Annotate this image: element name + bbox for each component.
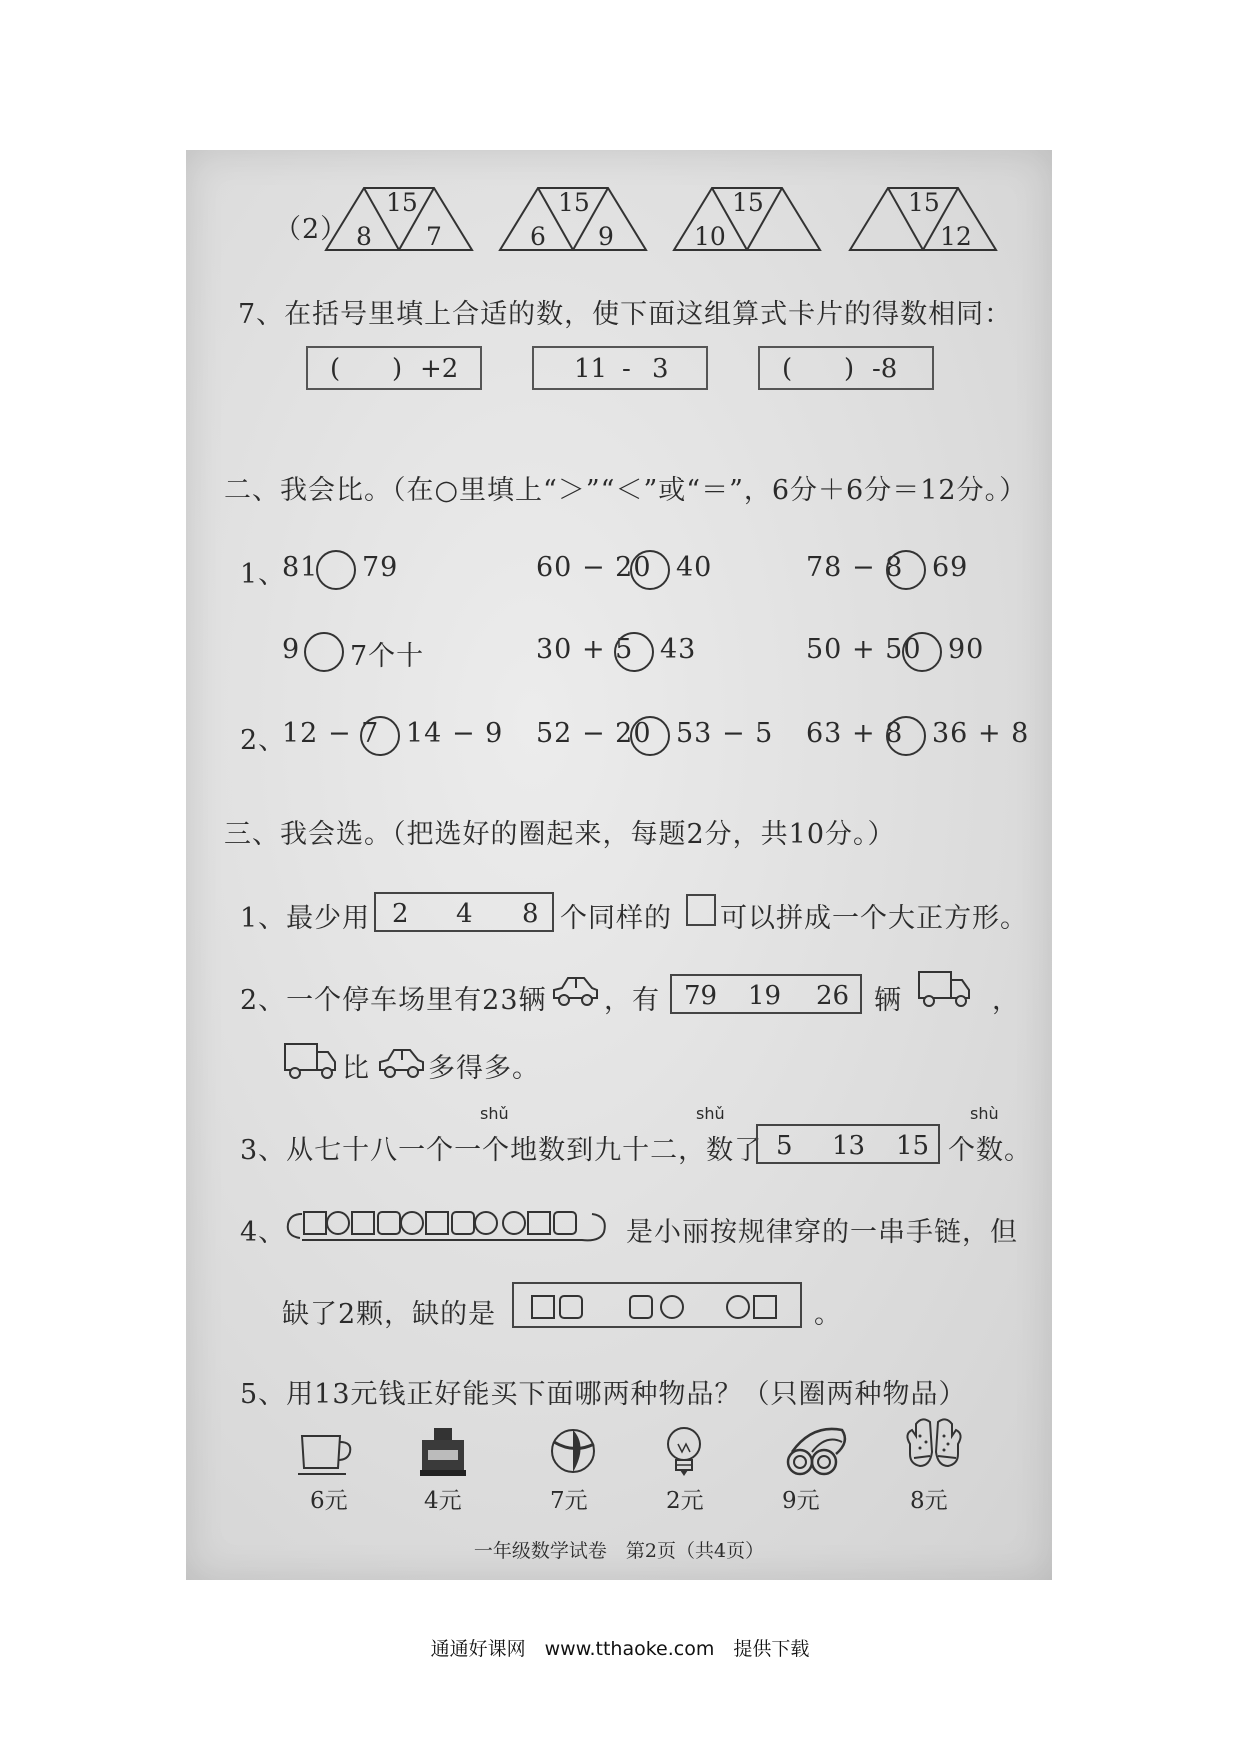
option-79[interactable]: 79 — [684, 981, 718, 1011]
s3q5-text: 5、用13元钱正好能买下面哪两种物品？（只圈两种物品） — [240, 1379, 967, 1410]
option-4[interactable]: 4 — [456, 899, 473, 929]
compare-circle[interactable] — [886, 550, 926, 590]
price-label: 8元 — [910, 1488, 948, 1514]
compare-right: 90 — [948, 634, 985, 665]
triangle-top: 15 — [558, 188, 590, 217]
compare-circle[interactable] — [316, 550, 356, 590]
car-icon — [550, 970, 600, 1010]
s3q4-number: 4、 — [240, 1217, 287, 1248]
compare-circle[interactable] — [630, 716, 670, 756]
compare-right: 79 — [362, 552, 399, 583]
q6-part2-label: （2） — [274, 214, 349, 245]
s3q2-prefix: 2、一个停车场里有23辆 — [240, 985, 547, 1016]
card-part: 11 — [574, 354, 608, 384]
card-part: +2 — [420, 354, 459, 384]
s3q3-text-a: 3、从七十八一个一个地数到九十二，数了 — [240, 1135, 763, 1166]
s3q2-options — [670, 974, 862, 1014]
compare-left: 30 + 5 — [536, 634, 634, 665]
compare-circle[interactable] — [886, 716, 926, 756]
cup-icon[interactable] — [296, 1430, 356, 1478]
s3q1-options — [374, 892, 554, 932]
compare-left: 12 − 7 — [282, 718, 380, 749]
s3q4-line2: 缺了2颗，缺的是 — [282, 1299, 497, 1330]
triangle-top: 15 — [386, 188, 418, 217]
triangle-top: 15 — [732, 188, 764, 217]
compare-left: 63 + 8 — [806, 718, 904, 749]
s3q2-line2-mid: 比 — [342, 1053, 370, 1084]
s3q2-mid: ，有 — [604, 985, 660, 1016]
price-label: 2元 — [666, 1488, 704, 1514]
s3q3-options — [756, 1124, 940, 1164]
price-label: 4元 — [424, 1488, 462, 1514]
price-label: 7元 — [550, 1488, 588, 1514]
compare-right: 14 − 9 — [406, 718, 504, 749]
car-icon — [376, 1042, 426, 1082]
compare-right: 40 — [676, 552, 713, 583]
calc-card-1 — [306, 346, 482, 390]
s3q4-end: 。 — [814, 1299, 842, 1330]
option-15[interactable]: 15 — [896, 1131, 930, 1161]
triangle-left: 6 — [530, 222, 546, 251]
price-label: 9元 — [782, 1488, 820, 1514]
compare-right: 36 + 8 — [932, 718, 1030, 749]
s3q2-line2-end: 多得多。 — [428, 1053, 540, 1084]
card-part: ( — [782, 354, 793, 384]
s3q4-text-b: 是小丽按规律穿的一串手链，但 — [626, 1217, 1018, 1248]
ball-cube-icon[interactable] — [724, 1290, 784, 1322]
s3q1-suffix-b: 可以拼成一个大正方形。 — [720, 903, 1028, 934]
compare-right: 53 − 5 — [676, 718, 774, 749]
triangle-right: 12 — [940, 222, 972, 251]
s3q4-options — [512, 1282, 802, 1328]
compare-circle[interactable] — [614, 632, 654, 672]
calc-card-2 — [532, 346, 708, 390]
triangle-left: 10 — [694, 222, 726, 251]
site-footer: 通通好课网 www.tthaoke.com 提供下载 — [430, 1638, 810, 1660]
exam-paper — [186, 150, 1052, 1580]
triangle-top: 15 — [908, 188, 940, 217]
compare-left: 52 − 20 — [536, 718, 652, 749]
triangle-left: 8 — [356, 222, 372, 251]
q1-number: 1、 — [240, 559, 287, 590]
compare-circle[interactable] — [304, 632, 344, 672]
pinyin-shu: shǔ — [480, 1104, 509, 1123]
compare-left: 78 − 8 — [806, 552, 904, 583]
cylinder-ball-icon[interactable] — [628, 1290, 688, 1322]
section2-title: 二、我会比。（在○里填上“＞”“＜”或“＝”，6分＋6分＝12分。） — [224, 475, 1028, 506]
compare-left: 50 + 50 — [806, 634, 922, 665]
compare-right: 7个十 — [350, 641, 425, 672]
card-part: ) — [844, 354, 855, 384]
compare-left: 60 − 20 — [536, 552, 652, 583]
card-part: -8 — [872, 354, 898, 384]
mittens-icon[interactable] — [902, 1414, 966, 1478]
price-label: 6元 — [310, 1488, 348, 1514]
s3q1-suffix-a: 个同样的 — [560, 903, 672, 934]
truck-icon — [282, 1038, 338, 1082]
q7-text: 7、在括号里填上合适的数，使下面这组算式卡片的得数相同： — [238, 299, 1013, 330]
pinyin-shu: shù — [970, 1104, 999, 1123]
card-part: - — [622, 354, 631, 384]
s3q2-comma: ， — [992, 985, 1020, 1016]
option-26[interactable]: 26 — [816, 981, 850, 1011]
triangle-right: 7 — [426, 222, 442, 251]
card-part: ( — [330, 354, 341, 384]
option-5[interactable]: 5 — [776, 1131, 793, 1161]
option-13[interactable]: 13 — [832, 1131, 866, 1161]
square-icon — [686, 894, 716, 926]
truck-icon — [916, 966, 972, 1010]
compare-circle[interactable] — [630, 550, 670, 590]
ink-bottle-icon[interactable] — [418, 1426, 468, 1478]
cube-cylinder-icon[interactable] — [530, 1290, 590, 1322]
s3q2-suffix: 辆 — [874, 985, 902, 1016]
option-8[interactable]: 8 — [522, 899, 539, 929]
ball-icon[interactable] — [548, 1426, 598, 1476]
triangle-right: 9 — [598, 222, 614, 251]
q2-number: 2、 — [240, 725, 287, 756]
pinyin-shu: shǔ — [696, 1104, 725, 1123]
option-2[interactable]: 2 — [392, 899, 409, 929]
card-part: 3 — [652, 354, 669, 384]
compare-right: 43 — [660, 634, 697, 665]
compare-circle[interactable] — [360, 716, 400, 756]
compare-left: 81 — [282, 552, 319, 583]
compare-left: 9 — [282, 634, 301, 665]
compare-circle[interactable] — [902, 632, 942, 672]
s3q3-text-b: 个数。 — [948, 1135, 1032, 1166]
section3-title: 三、我会选。（把选好的圈起来，每题2分，共10分。） — [224, 819, 896, 850]
compare-right: 69 — [932, 552, 969, 583]
option-19[interactable]: 19 — [748, 981, 782, 1011]
s3q1-prefix: 1、最少用 — [240, 903, 371, 934]
light-bulb-icon[interactable] — [660, 1424, 710, 1478]
card-part: ) — [392, 354, 403, 384]
binoculars-icon[interactable] — [782, 1420, 852, 1478]
calc-card-3 — [758, 346, 934, 390]
bracelet-icon — [282, 1202, 612, 1248]
page-footer: 一年级数学试卷 第2页（共4页） — [473, 1540, 765, 1562]
